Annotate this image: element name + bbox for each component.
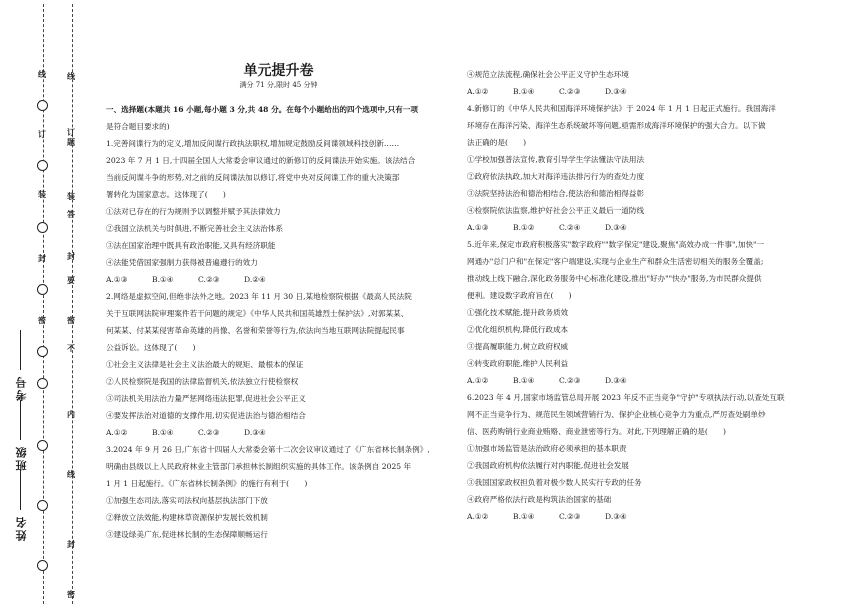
binding-hole — [37, 500, 48, 511]
text-line: 法正确的是( ) — [467, 138, 527, 147]
answer-option[interactable]: B.①④ — [152, 428, 174, 437]
text-line: 何某某、付某某侵害革命英雄的肖像、名誉和荣誉等行为,依法向当地互联网法院提起民事 — [106, 326, 405, 335]
answer-option[interactable]: A.①② — [467, 512, 489, 521]
text-line: ④检察院依法监察,维护好社会公平正义最后一道防线 — [467, 206, 645, 215]
field-name-label: 姓名 — [15, 515, 28, 541]
answer-option[interactable]: C.②④ — [559, 223, 581, 232]
text-line: 便利。建设数字政府旨在( ) — [467, 291, 572, 300]
text-line: 4.新修订的《中华人民共和国海洋环境保护法》于 2024 年 1 月 1 日起正式施行。我国海洋 — [467, 104, 776, 113]
text-line: 3.2024 年 9 月 26 日,广东省十四届人大常委会第十二次会议审议通过了《广东省林长制条例》, — [106, 445, 430, 454]
text-line: ③法在国家治理中既具有政治职能,又具有经济职能 — [106, 241, 276, 250]
binding-hole — [37, 440, 48, 451]
seal-char: 订 — [67, 127, 75, 137]
seal-char: 封 — [38, 253, 46, 263]
text-line: 2.网络是虚拟空间,但绝非法外之地。2023 年 11 月 30 日,某地检察院根据《最高人民法院 — [106, 292, 412, 301]
text-line: ④转变政府职能,维护人民利益 — [467, 359, 569, 368]
field-class-line[interactable] — [20, 400, 21, 440]
seal-char: 题 — [67, 137, 75, 147]
answer-option[interactable]: C.②③ — [559, 376, 581, 385]
seal-char: 封 — [67, 251, 75, 261]
binding-hole — [37, 378, 48, 389]
text-line: ①强化技术赋能,提升政务质效 — [467, 308, 569, 317]
answer-option[interactable]: A.①② — [467, 87, 489, 96]
text-line: ④要发挥法治对道德的支撑作用,切实促进法治与德治相结合 — [106, 411, 306, 420]
text-line: ③建设绿美广东,促进林长制的生态保障顺畅运行 — [106, 530, 268, 539]
seal-char: 线 — [67, 469, 75, 479]
answer-option[interactable]: D.③④ — [605, 376, 627, 385]
answer-option[interactable]: B.①④ — [513, 376, 535, 385]
text-line: ③司法机关用法治力量严惩网络违法犯罪,促进社会公平正义 — [106, 394, 306, 403]
answer-options — [467, 219, 819, 236]
answer-option[interactable]: B.①④ — [152, 275, 174, 284]
answer-options — [467, 508, 819, 525]
seal-char: 订 — [38, 129, 46, 139]
field-number-label: 考号 — [15, 375, 28, 401]
text-line: 是符合题目要求的) — [106, 122, 170, 131]
text-line: ②释放立法效能,构建林草资源保护发展长效机制 — [106, 513, 268, 522]
text-line: ②我国政府机构依法履行对内职能,促进社会发展 — [467, 461, 629, 470]
answer-option[interactable]: C.②③ — [198, 275, 220, 284]
text-line: ①加强市场监管是法治政府必须承担的基本职责 — [467, 444, 627, 453]
section-heading: 一、选择题(本题共 16 小题,每小题 3 分,共 48 分。在每个小题给出的四个选项中,只有一项 — [106, 105, 418, 114]
text-line: 环境存在海洋污染、海洋生态系统破坏等问题,亟需形成海洋环境保护的强大合力。以下做 — [467, 121, 766, 130]
text-line: ③法院坚持法治和德治相结合,使法治和德治相得益彰 — [467, 189, 645, 198]
answer-option[interactable]: B.①④ — [513, 87, 535, 96]
left-column — [106, 101, 451, 543]
text-line: 网通办"总门户和"在保定"客户端建设,实现与企业生产和群众生活密切相关的服务全覆盖; — [467, 257, 764, 266]
binding-margin — [0, 0, 80, 608]
seal-char: 要 — [67, 275, 75, 285]
seal-char: 线 — [67, 71, 75, 81]
text-line: 1.完善间谍行为的定义,增加反间谍行政执法职权,增加规定鼓励反间谍领域科技创新…… — [106, 139, 400, 148]
text-line: 署转化为国家意志。这体现了( ) — [106, 190, 226, 199]
binding-hole — [37, 222, 48, 233]
text-line: 1 月 1 日起施行。《广东省林长制条例》的施行有利于( ) — [106, 479, 308, 488]
field-name-line[interactable] — [20, 470, 21, 510]
binding-line-outer — [43, 4, 44, 604]
answer-option[interactable]: D.③④ — [605, 512, 627, 521]
binding-hole — [37, 346, 48, 357]
answer-option[interactable]: A.①② — [467, 376, 489, 385]
answer-option[interactable]: B.①④ — [513, 512, 535, 521]
text-line: ③我国国家政权担负着对极少数人民实行专政的任务 — [467, 478, 642, 487]
binding-hole — [37, 100, 48, 111]
seal-char: 不 — [67, 343, 75, 353]
seal-char: 线 — [38, 69, 46, 79]
answer-option[interactable]: C.②③ — [559, 87, 581, 96]
text-line: ①学校加强普法宣传,教育引导学生学法懂法守法用法 — [467, 155, 645, 164]
seal-char: 装 — [67, 191, 75, 201]
field-number-line[interactable] — [20, 330, 21, 370]
answer-option[interactable]: D.②④ — [244, 275, 266, 284]
binding-hole — [37, 160, 48, 171]
text-line: ④法能凭借国家强制力获得被普遍遵行的效力 — [106, 258, 258, 267]
text-line: ①社会主义法律是社会主义法治最大的规矩、最根本的保证 — [106, 360, 304, 369]
text-line: ②优化组织机构,降低行政成本 — [467, 325, 569, 334]
answer-option[interactable]: D.③④ — [244, 428, 266, 437]
answer-options — [467, 83, 819, 100]
text-line: 5.近年来,保定市政府积极落实"数字政府""数字保定"建设,聚焦"高效办成一件事",加快"一 — [467, 240, 765, 249]
answer-option[interactable]: A.①③ — [106, 275, 128, 284]
seal-char: 封 — [67, 539, 75, 549]
answer-option[interactable]: C.②③ — [198, 428, 220, 437]
field-class-label: 班级 — [15, 445, 28, 471]
answer-options — [467, 372, 819, 389]
answer-options — [106, 424, 451, 441]
page-title: 单元提升卷 — [243, 63, 314, 79]
text-line: 明确由县级以上人民政府林业主管部门承担林长制组织实施的具体工作。该条例自 2025 年 — [106, 462, 412, 471]
text-line: ④政府严格依法行政是构筑法治国家的基础 — [467, 495, 612, 504]
seal-char: 内 — [67, 409, 75, 419]
seal-char: 密 — [38, 315, 46, 325]
answer-option[interactable]: C.②③ — [559, 512, 581, 521]
binding-hole — [37, 560, 48, 571]
text-line: 公益诉讼。这体现了( ) — [106, 343, 196, 352]
answer-options — [106, 271, 451, 288]
text-line: 推动线上线下融合,深化政务服务中心标准化建设,推出"好办""快办"服务,为市民群众提供 — [467, 274, 762, 283]
seal-char: 密 — [67, 315, 75, 325]
text-line: ②我国立法机关与时俱进,不断完善社会主义法治体系 — [106, 224, 284, 233]
text-line: ③提高履职能力,树立政府权威 — [467, 342, 569, 351]
text-line: ①加强生态司法,落实司法权向基层执法部门下放 — [106, 496, 268, 505]
text-line: 当前反间谍斗争的形势,对之前的反间谍法加以修订,将党中央对反间谍工作的重大决策部 — [106, 173, 400, 182]
page-subtitle: 满分 71 分,限时 45 分钟 — [239, 81, 318, 89]
text-line: ②人民检察院是我国的法律监督机关,依法独立行使检察权 — [106, 377, 299, 386]
text-line: 2023 年 7 月 1 日,十四届全国人大常委会审议通过的新修订的反间谍法开始实施。该法结合 — [106, 156, 416, 165]
text-line: 6.2023 年 4 月,国家市场监管总局开展 2023 年反不正当竞争"守护"专项执法行动,以查处互联 — [467, 393, 785, 402]
answer-option[interactable]: D.③④ — [605, 223, 627, 232]
seal-char: 装 — [38, 189, 46, 199]
text-line: ②政府依法执政,加大对海洋违法排污行为的查处力度 — [467, 172, 645, 181]
seal-char: 密 — [67, 589, 75, 599]
right-column — [467, 66, 819, 525]
answer-option[interactable]: B.①② — [513, 223, 535, 232]
text-line: ①法对已存在的行为规则予以调整并赋予其法律效力 — [106, 207, 281, 216]
text-line: 关于互联网法院审理案件若干问题的规定》《中华人民共和国英雄烈士保护法》,对郭某某、 — [106, 309, 409, 318]
seal-char: 答 — [67, 209, 75, 219]
answer-option[interactable]: D.③④ — [605, 87, 627, 96]
binding-line-inner — [72, 4, 73, 604]
binding-hole — [37, 284, 48, 295]
text-line: 信、医药购销行业商业贿赂、商业泄密等行为。对此,下列理解正确的是( ) — [467, 427, 726, 436]
answer-option[interactable]: A.①② — [106, 428, 128, 437]
answer-option[interactable]: A.①③ — [467, 223, 489, 232]
text-line: 网不正当竞争行为、规范民生领域营销行为、保护企业核心竞争力为重点,严厉查处刷单炒 — [467, 410, 766, 419]
text-line: ④规范立法流程,确保社会公平正义守护生态环境 — [467, 70, 629, 79]
